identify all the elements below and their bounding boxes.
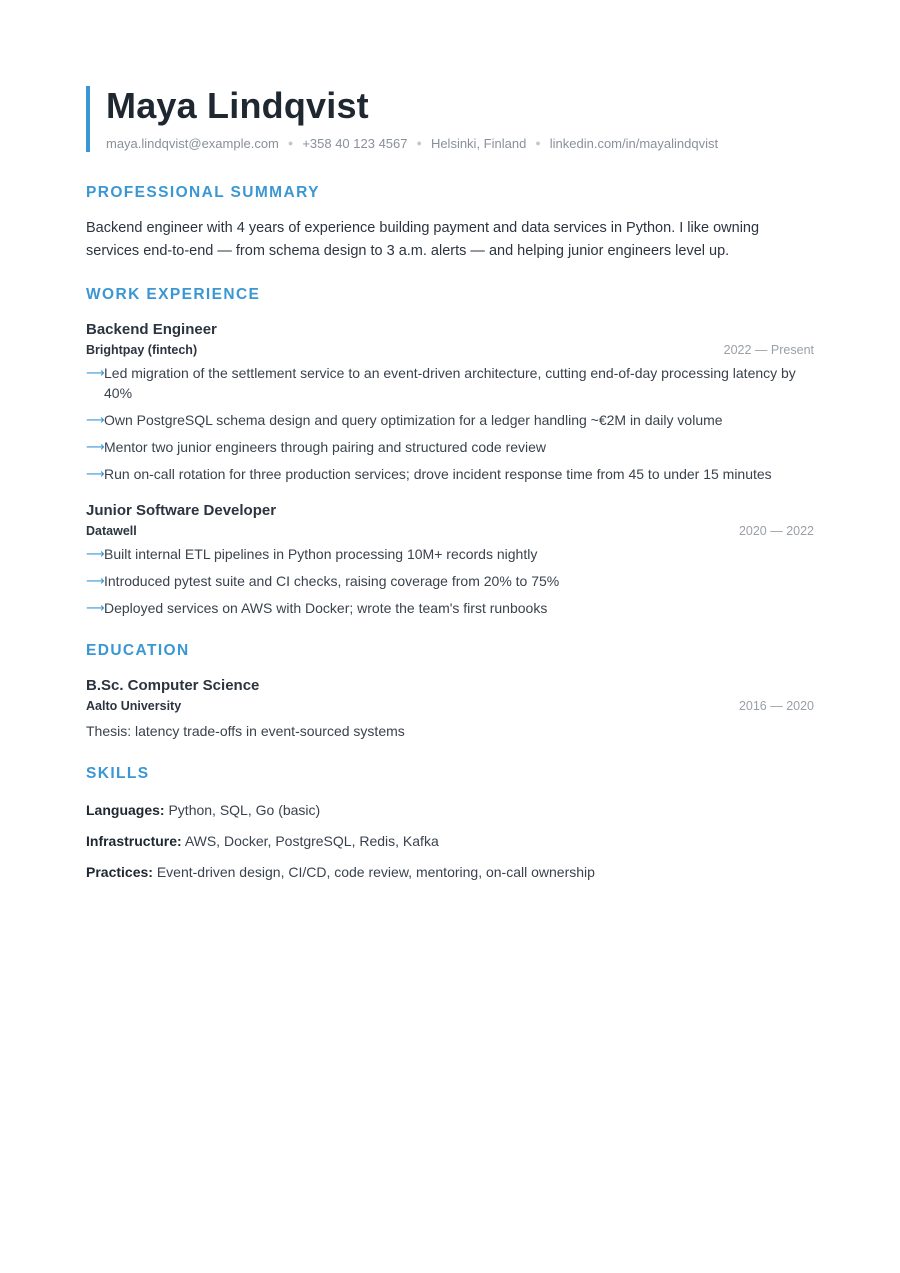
list-item [86,571,814,591]
arrow-right-icon: ⟶ [86,546,105,561]
skill-value: Python, SQL, Go (basic) [168,802,321,818]
skill-value: Event-driven design, CI/CD, code review, mentoring, on-call ownership [156,864,595,880]
arrow-right-icon: ⟶ [86,573,105,588]
education-org-line [86,699,814,713]
job-dates: 2022 — Present [723,343,814,357]
education-section [86,641,814,741]
section-title-education: EDUCATION [86,642,190,659]
section-title-experience: WORK EXPERIENCE [86,286,261,303]
list-item [86,410,814,430]
thesis-note: Thesis: latency trade-offs in event-sourced systems [86,723,405,739]
summary-section [86,183,814,263]
list-item [86,544,814,564]
skills-list [86,800,814,882]
candidate-name: Maya Lindqvist [106,85,369,126]
skill-value: AWS, Docker, PostgreSQL, Redis, Kafka [184,833,439,849]
bullet-text: Built internal ETL pipelines in Python processing 10M+ records nightly [104,546,538,562]
job-role: Junior Software Developer [86,502,277,519]
skill-row [86,862,814,882]
education-entry [86,676,814,741]
arrow-right-icon: ⟶ [86,466,105,481]
skill-label: Practices: [86,864,153,880]
degree: B.Sc. Computer Science [86,677,260,694]
resume-page [86,86,814,893]
summary-text: Backend engineer with 4 years of experience building payment and data services in Python. I like owning services end-to-end — from schema design to 3 a.m. alerts — and helping junior engineers level up. [86,220,760,259]
location: Helsinki, Finland [430,136,527,151]
section-title-summary: PROFESSIONAL SUMMARY [86,184,320,201]
resume-header [86,86,814,152]
job-company: Brightpay (fintech) [86,343,198,357]
separator-dot-icon: ● [287,138,294,148]
accent-bar [86,86,90,152]
job-org-line [86,343,814,357]
job-bullets [86,363,814,484]
list-item [86,437,814,457]
bullet-text: Mentor two junior engineers through pairing and structured code review [104,439,547,455]
linkedin-link[interactable]: linkedin.com/in/mayalindqvist [549,136,719,151]
job-entry [86,501,814,618]
bullet-text: Deployed services on AWS with Docker; wrote the team's first runbooks [104,600,548,616]
arrow-right-icon: ⟶ [86,600,105,615]
skill-label: Infrastructure: [86,833,182,849]
job-dates: 2020 — 2022 [738,524,814,538]
education-dates: 2016 — 2020 [738,699,814,713]
arrow-right-icon: ⟶ [86,365,105,380]
bullet-text: Own PostgreSQL schema design and query optimization for a ledger handling ~€2M in daily volume [104,412,723,428]
list-item [86,464,814,484]
bullet-text: Introduced pytest suite and CI checks, raising coverage from 20% to 75% [104,573,560,589]
job-company: Datawell [86,524,137,538]
list-item [86,363,814,403]
arrow-right-icon: ⟶ [86,439,105,454]
contact-line [106,135,814,152]
skill-label: Languages: [86,802,165,818]
separator-dot-icon: ● [416,138,422,148]
job-bullets [86,544,814,618]
job-role: Backend Engineer [86,321,217,338]
school: Aalto University [86,699,182,713]
experience-section [86,285,814,618]
bullet-text: Run on-call rotation for three production services; drove incident response time from 45 to under 15 minutes [104,466,772,482]
bullet-text: Led migration of the settlement service to an event-driven architecture, cutting end-of-day processing latency by 40% [104,365,796,401]
arrow-right-icon: ⟶ [86,412,105,427]
skill-row [86,831,814,851]
skills-section [86,764,814,882]
list-item [86,598,814,618]
job-entry [86,320,814,484]
job-org-line [86,524,814,538]
section-title-skills: SKILLS [86,765,150,782]
separator-dot-icon: ● [535,138,541,148]
phone-number: +358 40 123 4567 [302,136,408,151]
skill-row [86,800,814,820]
email-link[interactable]: maya.lindqvist@example.com [106,136,279,151]
